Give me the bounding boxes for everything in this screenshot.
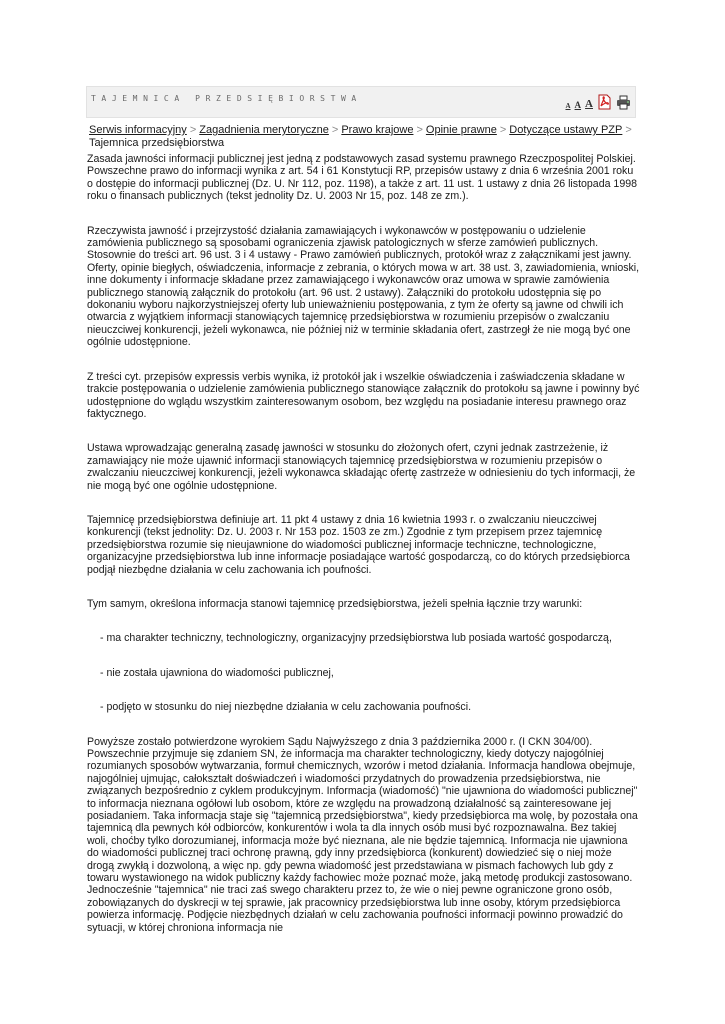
breadcrumb-link-pzp[interactable]: Dotyczące ustawy PZP [509,124,623,136]
breadcrumb [89,124,639,150]
article-paragraph: Zasada jawności informacji publicznej jest jedną z podstawowych zasad systemu prawnego Rzeczpospolitej Polskiej. Powszechne prawo do informacji wynika z art. 54 i 61 Konstytucji RP, przepisów ustawy z dnia 6 września 2001 roku o dostępie do informacji publicznej (Dz. U. Nr 112, poz. 1198), a także z art. 11 ust. 1 ustawy z dnia 26 listopada 1998 roku o finansach publicznych (tekst jednolity Dz. U. 2003 Nr 15, poz. 148 ze zm.). [87,153,637,203]
article-paragraph: Powyższe zostało potwierdzone wyrokiem Sądu Najwyższego z dnia 3 października 2000 r. (I CKN 304/00). Powszechnie przyjmuje się zdaniem SN, że informacja ma charakter technologiczny, kiedy dotyczy najogólniej rozumianych sposobów wytwarzania, formuł chemicznych, wzorów i metod działania. Informacja handlowa obejmuje, najogólniej ujmując, całokształt doświadczeń i wiadomości przydatnych do prowadzenia przedsiębiorstwa, nie związanych bezpośrednio z cyklem produkcyjnym. Informacja (wiadomość) "nie ujawniona do wiadomości publicznej" to informacja nieznana ogółowi lub osobom, które ze względu na prowadzoną działalność są zainteresowane jej posiadaniem. Taka informacja staje się "tajemnicą przedsiębiorstwa", kiedy przedsiębiorca ma wolę, by pozostała ona tajemnicą dla pewnych kół odbiorców, konkurentów i wola ta dla innych osób musi być rozpoznawalna. Bez takiej woli, choćby tylko dorozumianej, informacja może być nieznana, ale nie będzie tajemnicą. Informacja nie ujawniona do wiadomości publicznej traci ochronę prawną, gdy inny przedsiębiorca (konkurent) dowiedzieć się o niej może drogą zwykłą i dozwoloną, a więc np. gdy pewna wiadomość jest przedstawiana w pismach fachowych lub gdy z towaru wystawionego na widok publiczny każdy fachowiec może poznać może, jaką metodę produkcji zastosowano. Jednocześnie "tajemnica" nie traci zaś swego charakteru przez to, że wie o niej pewne ograniczone grono osób, zobowiązanych do dyskrecji w tej sprawie, jak pracownicy przedsiębiorstwa lub inne osoby, którym przedsiębiorca powierza informację. Podjęcie niezbędnych działań w celu zachowania poufności informacji powinno prowadzić do sytuacji, w której chroniona informacja nie [87,735,638,934]
condition-item: - nie została ujawniona do wiadomości publicznej, [100,666,334,679]
condition-item: - podjęto w stosunku do niej niezbędne działania w celu zachowania poufności. [100,701,472,714]
breadcrumb-link-opinie[interactable]: Opinie prawne [425,124,497,136]
breadcrumb-separator: > [625,124,632,136]
printer-icon[interactable] [616,94,631,110]
breadcrumb-separator: > [189,124,197,136]
article-paragraph: Tym samym, określona informacja stanowi tajemnicę przedsiębiorstwa, jeżeli spełnia łącznie trzy warunki: [87,597,583,610]
header-tools [565,92,631,110]
breadcrumb-link-prawo[interactable]: Prawo krajowe [341,124,414,136]
article-body [87,153,640,956]
page-header [86,86,636,118]
breadcrumb-separator: > [331,124,339,136]
font-size-medium-button[interactable]: A [574,100,582,110]
condition-item: - ma charakter techniczny, technologiczny, organizacyjny przedsiębiorstwa lub posiada wartość gospodarczą, [100,632,612,645]
breadcrumb-separator: > [416,124,423,136]
article-paragraph: Z treści cyt. przepisów expressis verbis wynika, iż protokół jak i wszelkie oświadczenia i zaświadczenia składane w trakcie postępowania o udzielenie zamówienia publicznego stanowiące załącznik do protokołu są jawne i powinny być udostępnione do wglądu wszystkim zainteresowanym osobom, bez względu na posiadanie interesu prawnego oraz faktycznego. [87,370,640,420]
font-size-small-button[interactable]: A [565,102,571,110]
breadcrumb-link-serwis[interactable]: Serwis informacyjny [89,124,187,136]
article-paragraph: Rzeczywista jawność i przejrzystość działania zamawiających i wykonawców w postępowaniu o udzielenie zamówienia publicznego są sposobami ograniczenia zjawisk patologicznych w sferze zamówień publicznych. Stosownie do treści art. 96 ust. 3 i 4 ustawy - Prawo zamówień publicznych, protokół wraz z załącznikami jest jawny. Oferty, opinie biegłych, oświadczenia, informacje z zebrania, o których mowa w art. 38 ust. 3, zawiadomienia, wnioski, inne dokumenty i informacje składane przez zamawiającego i wykonawców oraz umowa w sprawie zamówienia publicznego stanowią załącznik do protokołu (art. 96 ust. 2 ustawy). Załączniki do protokołu udostępnia się po dokonaniu wyboru najkorzystniejszej oferty lub unieważnieniu postępowania, z tym że oferty są jawne od chwili ich otwarcia z wyjątkiem informacji stanowiących tajemnicę przedsiębiorstwa w rozumieniu przepisów o zwalczaniu nieuczciwej konkurencji, jeżeli wykonawca, nie później niż w terminie składania ofert, zastrzegł że nie mogą być one ogólnie udostępnione. [87,224,640,349]
article-paragraph: Ustawa wprowadzając generalną zasadę jawności w stosunku do złożonych ofert, czyni jednak zastrzeżenie, iż zamawiający nie może ujawnić informacji stanowiących tajemnicę przedsiębiorstwa w rozumieniu przepisów o zwalczaniu nieuczciwej konkurencji, jeżeli wykonawca składając ofertę zastrzeże w odniesieniu do tych informacji, że nie mogą być one ogólnie udostępnione. [87,442,636,492]
breadcrumb-current: Tajemnica przedsiębiorstwa [89,137,225,149]
header-title: TAJEMNICA PRZEDSIĘBIORSTWA [91,94,362,103]
breadcrumb-link-zagadnienia[interactable]: Zagadnienia merytoryczne [199,124,329,136]
font-size-large-button[interactable]: A [585,98,593,110]
article-paragraph: Tajemnicę przedsiębiorstwa definiuje art. 11 pkt 4 ustawy z dnia 16 kwietnia 1993 r. o zwalczaniu nieuczciwej konkurencji (tekst jednolity: Dz. U. 2003 r. Nr 153 poz. 1503 ze zm.) Zgodnie z tym przepisem przez tajemnicę przedsiębiorstwa rozumie się nieujawnione do wiadomości publicznej informacje techniczne, technologiczne, organizacyjne przedsiębiorstwa lub inne informacje posiadające wartość gospodarczą, co do których przedsiębiorca podjął niezbędne działania w celu zachowania ich poufności. [87,513,630,576]
pdf-icon[interactable] [597,94,612,110]
breadcrumb-separator: > [499,124,507,136]
